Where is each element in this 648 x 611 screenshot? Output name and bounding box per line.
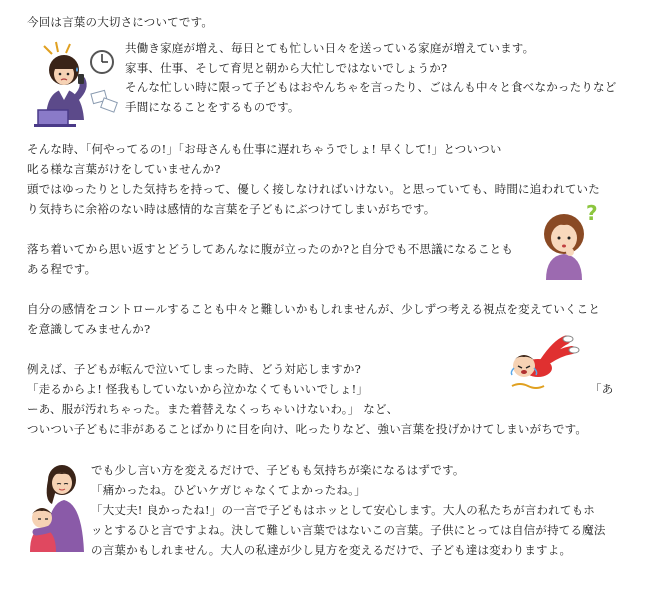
crying-child-illustration	[500, 334, 580, 392]
mother-and-child-illustration	[26, 460, 88, 552]
intro-line: 今回は言葉の大切さについてです。	[27, 15, 214, 29]
text-line: 自分の感情をコントロールすることも中々と難しいかもしれませんが、少しずつ考える視点を変えていくこと	[27, 302, 601, 316]
text-line: でも少し言い方を変えるだけで、子どもも気持ちが楽になるはずです。	[91, 463, 465, 477]
busy-mother-illustration	[32, 40, 122, 128]
text-line: ついつい子どもに非があることばかりに目を向け、叱ったりなど、強い言葉を投げかけてしまいがちです。	[27, 422, 588, 436]
text-line: 頭ではゆったりとした気持ちを持って、優しく接しなければいけない。と思っていても、時間に追われていた	[27, 182, 600, 196]
svg-text:?: ?	[586, 201, 598, 225]
text-line: 家事、仕事、そして育児と朝から大忙しではないでしょうか?	[125, 61, 448, 75]
text-line: 「痛かったね。ひどいケガじゃなくてよかったね。」	[91, 483, 366, 497]
text-line: ッとするひと言ですよね。決して難しい言葉ではないこの言葉。子供にとっては自信が持てる魔法	[91, 523, 606, 537]
text-line: 叱る様な言葉がけをしていませんか?	[27, 162, 221, 176]
text-line: り気持ちに余裕のない時は感情的な言葉を子どもにぶつけてしまいがちです。	[27, 202, 436, 216]
text-line: そんな忙しい時に限って子どもはおやんちゃを言ったり、ごはんも中々と食べなかったりなど	[125, 80, 617, 94]
confused-woman-illustration	[538, 200, 602, 280]
text-line: 手間になることをするものです。	[125, 100, 300, 114]
text-line: 落ち着いてから思い返すとどうしてあんなに腹が立ったのか?と自分でも不思議になることも	[27, 242, 514, 256]
text-line: 共働き家庭が増え、毎日とても忙しい日々を送っている家庭が増えています。	[125, 41, 535, 55]
text-line: 「大丈夫! 良かったね!」の一言で子どもはホッとして安心します。大人の私たちが言われてもホ	[91, 503, 595, 517]
text-line: 例えば、子どもが転んで泣いてしまった時、どう対応しますか?	[27, 362, 361, 376]
text-line: 「走るからよ! 怪我もしていないから泣かなくてもいいでしょ!」	[27, 382, 369, 396]
text-line: 「あ	[590, 382, 614, 396]
text-line: の言葉かもしれません。大人の私達が少し見方を変えるだけで、子ども達は変わりますよ。	[91, 543, 572, 557]
text-line: そんな時、「何やってるの!」「お母さんも仕事に遅れちゃうでしょ! 早くして!」とついつい	[27, 142, 502, 156]
text-line: を意識してみませんか?	[27, 322, 151, 336]
text-line: ーあ、服が汚れちゃった。また着替えなくっちゃいけないわ。」 など、	[27, 402, 399, 416]
text-line: ある程です。	[27, 262, 97, 276]
